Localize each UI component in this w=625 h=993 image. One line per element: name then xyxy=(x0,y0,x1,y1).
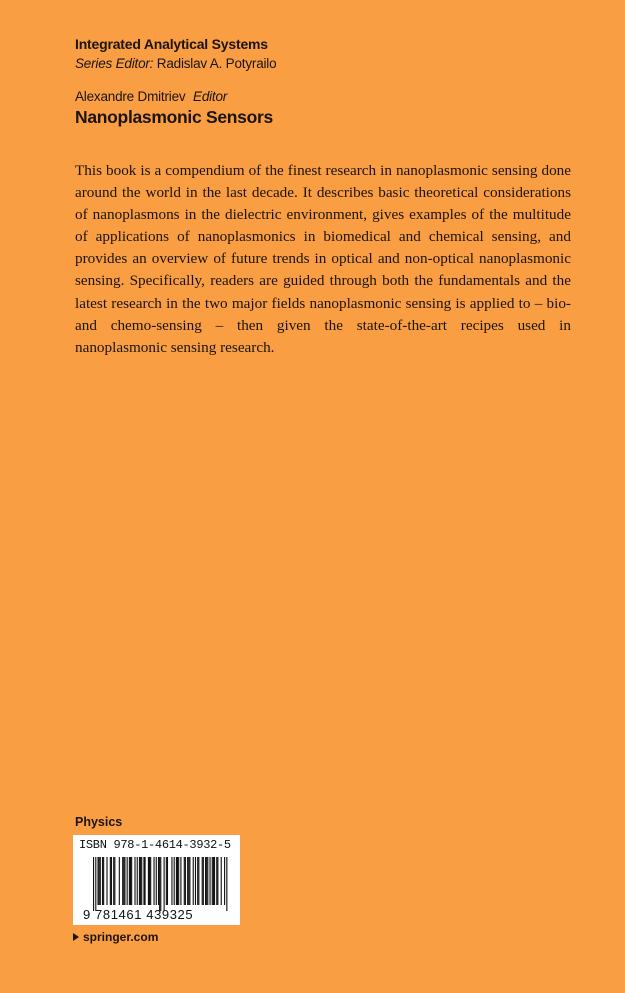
barcode-bar xyxy=(221,857,222,905)
barcode-bar xyxy=(119,857,120,905)
barcode-bar xyxy=(206,857,207,905)
barcode-bar xyxy=(176,857,177,905)
barcode-bar xyxy=(129,857,130,905)
barcode-bar xyxy=(100,857,101,905)
barcode-bar xyxy=(180,857,181,905)
barcode-bar xyxy=(187,857,188,905)
barcode-bar xyxy=(141,857,142,905)
barcode-bar xyxy=(103,857,104,905)
barcode-bar xyxy=(205,857,206,905)
barcode-bar xyxy=(114,857,115,905)
barcode-bar xyxy=(137,857,138,905)
book-description: This book is a compendium of the finest research in nanoplasmonic sensing done around the world in the last decade. It describes basic theoretical considerations of nanoplasmons in the dielectric environment, gives examples of the multitude of applications of nanoplasmonics in biomedical and chemical sensing, and provides an overview of future trends in optical and non-optical nanoplasmonic sensing. Specifically, readers are guided through both the fundamentals and the latest research in the two major fields nanoplasmonic sensing is applied to – bio- and chemo-sensing – then given the state-of-the-art recipes used in nanoplasmonic sensing research. xyxy=(75,162,571,356)
barcode-bar xyxy=(178,857,179,905)
barcode-bar xyxy=(150,857,151,905)
barcode-bar xyxy=(188,857,189,905)
barcode-bar xyxy=(93,857,94,911)
triangle-arrow-icon xyxy=(73,933,79,941)
barcode-bar xyxy=(131,857,132,905)
barcode-bar xyxy=(203,857,204,905)
author-name: Alexandre Dmitriev xyxy=(75,89,186,104)
barcode-bar xyxy=(167,857,168,905)
barcode-bar xyxy=(195,857,196,905)
book-title: Nanoplasmonic Sensors xyxy=(75,107,273,127)
series-editor-name: Radislav A. Potyrailo xyxy=(156,56,277,71)
barcode-bar xyxy=(134,857,135,905)
barcode-bar xyxy=(216,857,217,905)
barcode-bar xyxy=(156,857,157,905)
barcode-bar xyxy=(226,857,227,911)
barcode-bar xyxy=(153,857,154,905)
barcode-bar xyxy=(159,857,160,911)
series-title: Integrated Analytical Systems xyxy=(75,36,268,52)
barcode-bar xyxy=(106,857,107,905)
barcode-bar xyxy=(164,857,165,911)
barcode-bar xyxy=(212,857,213,905)
barcode-bar xyxy=(102,857,103,905)
barcode-bar xyxy=(99,857,100,905)
barcode-bar xyxy=(207,857,208,905)
barcode-box xyxy=(73,835,240,925)
barcode-bar xyxy=(193,857,194,905)
barcode-bar xyxy=(185,857,186,905)
barcode-bar xyxy=(202,857,203,905)
barcode-bar xyxy=(217,857,218,905)
publisher-link[interactable] xyxy=(73,930,158,944)
barcode-bar xyxy=(110,857,111,905)
barcode-bar xyxy=(143,857,144,905)
barcode-bar xyxy=(174,857,175,905)
barcode-bar xyxy=(149,857,150,905)
barcode-bar xyxy=(95,857,96,911)
barcode-bar xyxy=(166,857,167,905)
barcode-bar xyxy=(123,857,124,905)
author-line xyxy=(75,89,227,104)
barcode-bar xyxy=(130,857,131,905)
barcode-bar xyxy=(177,857,178,905)
barcode-bar xyxy=(160,857,161,911)
barcode-bar xyxy=(97,857,98,905)
barcode-bar xyxy=(213,857,214,905)
barcode-bar xyxy=(214,857,215,905)
barcode-bar xyxy=(124,857,125,905)
barcode-bar xyxy=(198,857,199,905)
barcode-bar xyxy=(158,857,159,905)
barcode-bar xyxy=(209,857,210,905)
subject-category: Physics xyxy=(75,815,123,829)
barcode-bar xyxy=(145,857,146,905)
ean-digits: 9 781461 439325 xyxy=(83,907,194,922)
barcode-bar xyxy=(197,857,198,905)
barcode-bar xyxy=(127,857,128,905)
series-editor-role: Series Editor: xyxy=(75,56,154,71)
author-role: Editor xyxy=(193,89,228,104)
barcode-bar xyxy=(113,857,114,905)
barcode-bar xyxy=(224,857,225,905)
barcode-bar xyxy=(184,857,185,905)
barcode-bar xyxy=(111,857,112,905)
isbn-label: ISBN 978-1-4614-3932-5 xyxy=(79,838,231,852)
barcode-bar xyxy=(140,857,141,905)
barcode-bar xyxy=(189,857,190,905)
barcode-bar xyxy=(171,857,172,905)
barcode-bar xyxy=(139,857,140,905)
barcode-bar xyxy=(122,857,123,905)
series-editor-line xyxy=(75,56,276,71)
barcode-bar xyxy=(148,857,149,905)
publisher-url: springer.com xyxy=(83,930,159,944)
